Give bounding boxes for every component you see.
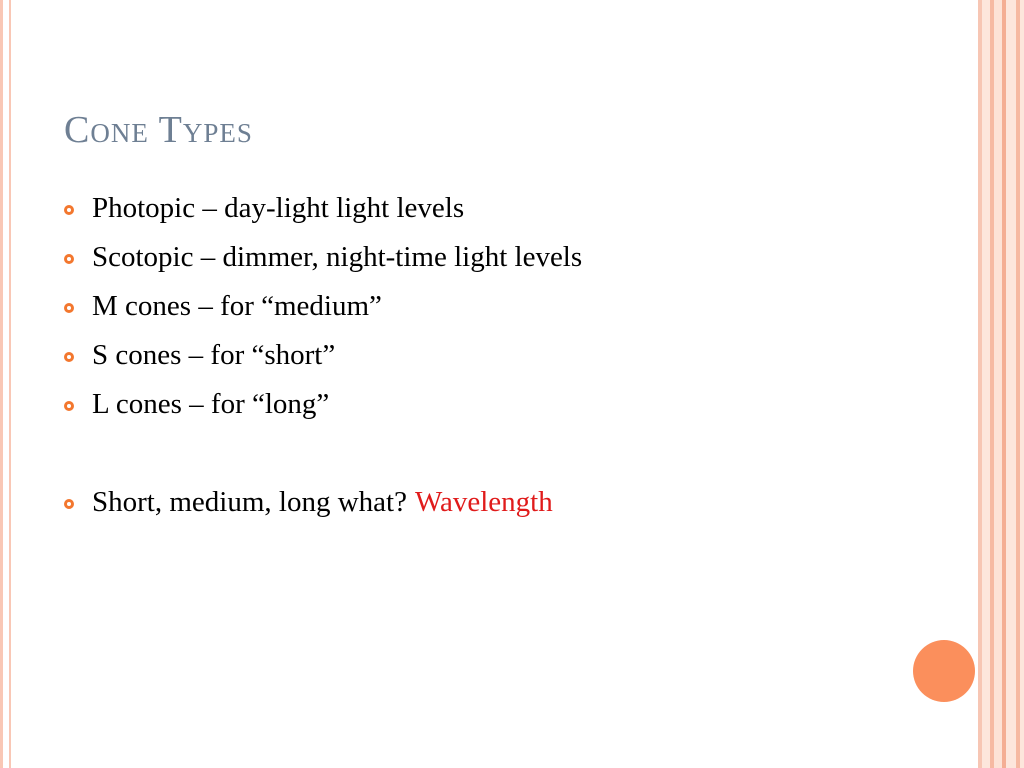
ring-bullet-icon xyxy=(64,497,92,509)
right-border-stripe xyxy=(994,0,1002,768)
bullet-item xyxy=(64,184,944,233)
bullet-item xyxy=(64,282,944,331)
left-border-line-inner xyxy=(9,0,11,768)
ring-bullet-icon xyxy=(64,350,92,362)
bullet-item xyxy=(64,380,944,429)
bullet-item xyxy=(64,233,944,282)
right-border-stripe xyxy=(1006,0,1016,768)
slide-title: Cone Types xyxy=(64,109,253,151)
bullet-text: Scotopic – dimmer, night-time light levels xyxy=(92,241,583,273)
orange-circle-icon xyxy=(913,640,975,702)
right-border-stripe xyxy=(1020,0,1024,768)
bullet-text: M cones – for “medium” xyxy=(92,290,382,322)
ring-bullet-icon xyxy=(64,203,92,215)
bullet-item xyxy=(64,331,944,380)
bullet-text: S cones – for “short” xyxy=(92,339,336,371)
ring-bullet-icon xyxy=(64,252,92,264)
left-border-line xyxy=(0,0,3,768)
ring-bullet-icon xyxy=(64,399,92,411)
question-text: Short, medium, long what? xyxy=(92,486,407,518)
ring-bullet-icon xyxy=(64,301,92,313)
answer-text: Wavelength xyxy=(414,486,553,518)
bullet-text: Photopic – day-light light levels xyxy=(92,192,465,224)
bullet-text: L cones – for “long” xyxy=(92,388,330,420)
question-item xyxy=(64,478,944,527)
right-border-stripe xyxy=(982,0,990,768)
bullet-list xyxy=(64,184,944,527)
